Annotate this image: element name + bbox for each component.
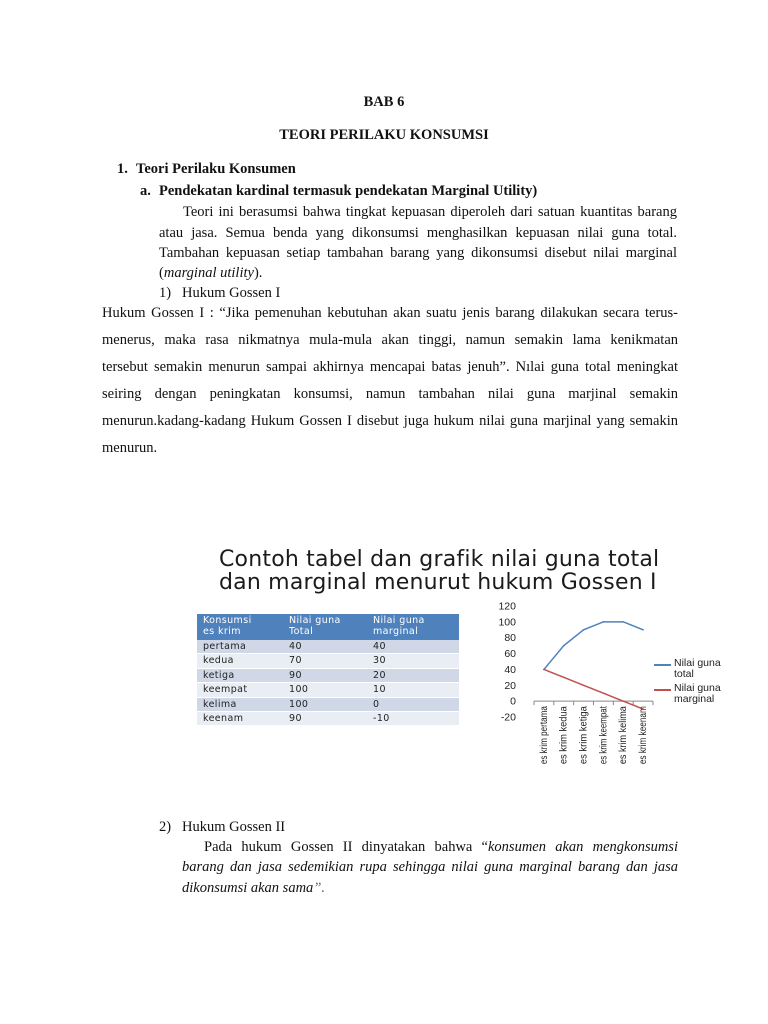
table-cell: keenam: [197, 712, 283, 726]
paragraph-line: menurun.kadang-kadang Hukum Gossen I disebut juga hukum nilai guna marjinal yang semakin: [102, 413, 678, 429]
table-cell: keempat: [197, 683, 283, 697]
paragraph-line: menerus, maka rasa nikmatnya mula-mula akan tinggi, namun semakin lama kenikmatan: [102, 332, 678, 348]
legend-line: Nilai guna: [674, 657, 721, 669]
paren-open: (: [159, 265, 164, 281]
paragraph-line-last: [159, 265, 262, 282]
table-cell: ketiga: [197, 668, 283, 682]
subsection-title: Pendekatan kardinal termasuk pendekatan Marginal Utility): [159, 183, 538, 199]
paragraph-line: atau jasa. Semua benda yang dikonsumsi menghasilkan kepuasan nilai guna total.: [159, 225, 677, 241]
x-tick-label: es krim kelima: [618, 700, 630, 765]
infographic-title-line: dan marginal menurut hukum Gossen I: [219, 570, 657, 595]
header-line: Total: [289, 626, 314, 637]
header-line: Konsumsi: [203, 615, 252, 626]
table-header: [197, 614, 283, 640]
table-cell: 40: [367, 640, 459, 654]
table-cell: 100: [283, 697, 367, 711]
paren-close: ).: [253, 265, 263, 281]
chapter-title: TEORI PERILAKU KONSUMSI: [279, 127, 489, 143]
data-point: [622, 621, 624, 623]
italic-text: dikonsumsi akan sama: [182, 880, 314, 896]
table-row: [197, 640, 459, 654]
data-point: [543, 669, 545, 671]
paragraph-line: Tambahan kepuasan setiap tambahan barang yang dikonsumsi disebut nilai marginal: [159, 245, 677, 261]
table-cell: -10: [367, 712, 459, 726]
x-tick-label: es krim kedua: [558, 701, 570, 765]
x-tick-label: es krim pertama: [538, 692, 550, 765]
table-cell: 10: [367, 683, 459, 697]
legend-line: Nilai guna: [674, 682, 721, 694]
header-line: marginal: [373, 626, 419, 637]
item-number: 1): [159, 285, 172, 301]
x-tick-label: es krim keenam: [638, 693, 650, 765]
y-tick-label: 80: [504, 632, 516, 645]
header-line: es krim: [203, 626, 241, 637]
subsection-letter: a.: [140, 183, 151, 199]
table-cell: 90: [283, 712, 367, 726]
data-point: [603, 692, 605, 694]
italic-text: ”.: [313, 880, 326, 896]
infographic-title: [219, 548, 659, 594]
y-tick-label: 60: [504, 648, 516, 661]
y-tick-label: 0: [510, 695, 516, 708]
italic-term: marginal utility: [163, 265, 254, 281]
legend-line: marginal: [674, 693, 715, 705]
header-line: Nilai guna: [373, 615, 425, 626]
paragraph-line: Hukum Gossen I : “Jika pemenuhan kebutuhan akan suatu jenis barang dilakukan secara terus-: [102, 305, 678, 321]
table-row: [197, 668, 459, 682]
italic-text: konsumen akan mengkonsumsi: [488, 839, 678, 855]
table-cell: 30: [367, 654, 459, 668]
section-title: Teori Perilaku Konsumen: [136, 161, 296, 177]
data-point: [563, 645, 565, 647]
data-point: [622, 700, 624, 702]
table-cell: 20: [367, 668, 459, 682]
table-cell: 40: [283, 640, 367, 654]
data-point: [583, 684, 585, 686]
data-point: [583, 629, 585, 631]
legend-swatch: [654, 664, 671, 666]
y-tick-label: 40: [504, 663, 516, 676]
paragraph-line: [182, 880, 325, 897]
paragraph-line: tersebut semakin menurun sampai akhirnya mencapai batas jenuh”. Nılai guna total meningkat: [102, 359, 678, 375]
series-line: [544, 622, 643, 670]
italic-text: barang dan jasa sedemikian rupa sehingga nilai guna marginal barang dan jasa: [182, 859, 678, 875]
item-title: Hukum Gossen I: [182, 285, 281, 301]
table-cell: kelima: [197, 697, 283, 711]
table-row: [197, 654, 459, 668]
paragraph-line: seiring dengan peningkatan konsumsi, namun tambahan nilai guna marjinal semakin: [102, 386, 678, 402]
y-tick-label: -20: [500, 711, 516, 724]
chapter-heading: BAB 6: [363, 94, 405, 110]
y-tick-label: 120: [498, 600, 516, 613]
legend-line: total: [674, 668, 694, 680]
item-title: Hukum Gossen II: [182, 819, 286, 835]
table-cell: 100: [283, 683, 367, 697]
section-number: 1.: [117, 161, 128, 177]
table-cell: 90: [283, 668, 367, 682]
table-row: [197, 712, 459, 726]
x-tick-label: es krim ketiga: [578, 702, 590, 765]
table-header: [283, 614, 367, 640]
table-cell: 0: [367, 697, 459, 711]
item-number: 2): [159, 819, 172, 835]
table-row: [197, 697, 459, 711]
paragraph-line: menurun.: [102, 440, 158, 456]
infographic-title-line: Contoh tabel dan grafik nilai guna total: [219, 547, 660, 572]
paragraph-line: [204, 839, 678, 856]
paragraph-line: [182, 859, 678, 876]
table-cell: pertama: [197, 640, 283, 654]
paragraph-line: Teori ini berasumsi bahwa tingkat kepuasan diperoleh dari satuan kuantitas barang: [183, 204, 677, 220]
table-header: [367, 614, 459, 640]
data-point: [603, 621, 605, 623]
x-tick-label: es krim keempat: [598, 690, 610, 765]
legend-swatch: [654, 689, 671, 691]
legend-label: [674, 683, 721, 705]
data-point: [563, 677, 565, 679]
plain-text: Pada hukum Gossen II dinyatakan bahwa “: [204, 839, 488, 855]
data-table: [197, 614, 459, 726]
data-point: [642, 629, 644, 631]
header-line: Nilai guna: [289, 615, 341, 626]
table-cell: kedua: [197, 654, 283, 668]
y-tick-label: 20: [504, 679, 516, 692]
table-row: [197, 683, 459, 697]
data-point: [642, 708, 644, 710]
y-tick-label: 100: [498, 616, 516, 629]
legend-label: [674, 658, 721, 680]
table-cell: 70: [283, 654, 367, 668]
